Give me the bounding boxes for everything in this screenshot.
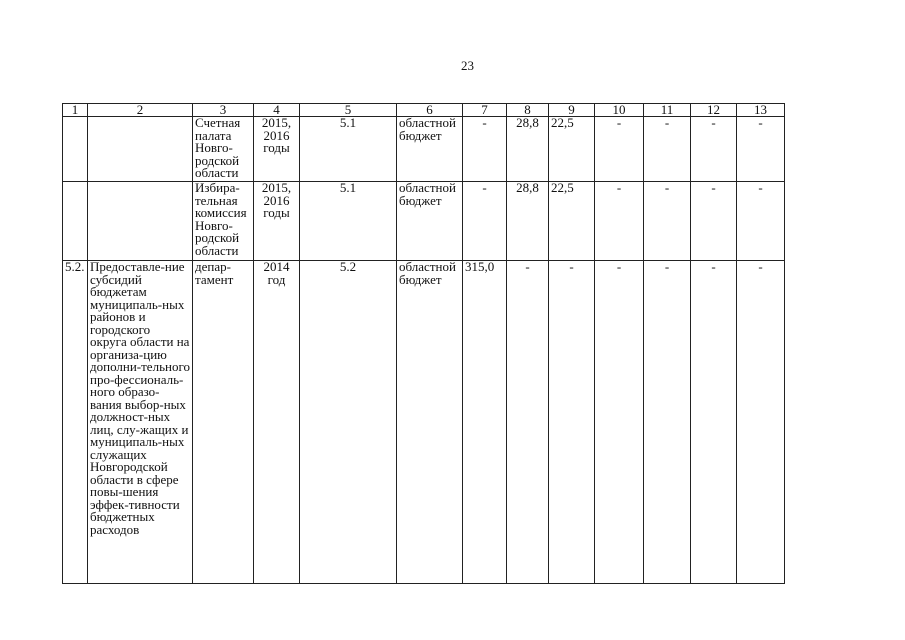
amount-cell: 22,5 bbox=[549, 182, 595, 261]
activity-name-cell: Предоставле-ние субсидий бюджетам муниципаль-ных районов и городского округа области на организа-цию дополни-тельного про-фессиональ-ного образо-вания выбор-ных должност-ных лиц, слу-жащих и муниципаль-ных служащих Новгородской области в сфере повы-шения эффек-тивности бюджетных расходов bbox=[88, 261, 193, 584]
column-header: 8 bbox=[507, 104, 549, 117]
column-header: 13 bbox=[737, 104, 785, 117]
amount-cell: - bbox=[507, 261, 549, 584]
amount-cell: - bbox=[691, 261, 737, 584]
target-indicator-cell: 5.1 bbox=[300, 182, 397, 261]
amount-cell: - bbox=[737, 261, 785, 584]
amount-cell: - bbox=[595, 261, 644, 584]
row-number-cell: 5.2. bbox=[63, 261, 88, 584]
column-header: 9 bbox=[549, 104, 595, 117]
executor-cell: Счетная палата Новго-родской области bbox=[193, 117, 254, 182]
target-indicator-cell: 5.1 bbox=[300, 117, 397, 182]
amount-cell: 22,5 bbox=[549, 117, 595, 182]
table-row bbox=[63, 182, 785, 261]
column-header: 12 bbox=[691, 104, 737, 117]
column-header: 1 bbox=[63, 104, 88, 117]
funding-source-cell: областной бюджет bbox=[397, 182, 463, 261]
executor-cell: Избира-тельная комиссия Новго-родской области bbox=[193, 182, 254, 261]
period-cell: 2015, 2016 годы bbox=[254, 182, 300, 261]
executor-cell: депар-тамент bbox=[193, 261, 254, 584]
amount-cell: - bbox=[549, 261, 595, 584]
funding-source-cell: областной бюджет bbox=[397, 117, 463, 182]
row-number-cell bbox=[63, 182, 88, 261]
amount-cell: - bbox=[737, 117, 785, 182]
table-row bbox=[63, 117, 785, 182]
column-header: 3 bbox=[193, 104, 254, 117]
amount-cell: 315,0 bbox=[463, 261, 507, 584]
amount-cell: - bbox=[595, 117, 644, 182]
amount-cell: 28,8 bbox=[507, 117, 549, 182]
amount-cell: - bbox=[463, 117, 507, 182]
column-header: 11 bbox=[644, 104, 691, 117]
column-header: 5 bbox=[300, 104, 397, 117]
column-header: 4 bbox=[254, 104, 300, 117]
funding-source-cell: областной бюджет bbox=[397, 261, 463, 584]
column-header: 7 bbox=[463, 104, 507, 117]
amount-cell: - bbox=[737, 182, 785, 261]
amount-cell: - bbox=[644, 117, 691, 182]
target-indicator-cell: 5.2 bbox=[300, 261, 397, 584]
column-header: 2 bbox=[88, 104, 193, 117]
activity-name-cell bbox=[88, 117, 193, 182]
column-header: 10 bbox=[595, 104, 644, 117]
period-cell: 2015, 2016 годы bbox=[254, 117, 300, 182]
row-number-cell bbox=[63, 117, 88, 182]
program-table bbox=[62, 103, 785, 584]
amount-cell: 28,8 bbox=[507, 182, 549, 261]
amount-cell: - bbox=[595, 182, 644, 261]
table-row bbox=[63, 261, 785, 584]
amount-cell: - bbox=[691, 117, 737, 182]
column-header: 6 bbox=[397, 104, 463, 117]
column-number-row bbox=[63, 104, 785, 117]
activity-name-cell bbox=[88, 182, 193, 261]
amount-cell: - bbox=[463, 182, 507, 261]
page-number: 23 bbox=[461, 58, 474, 73]
amount-cell: - bbox=[644, 261, 691, 584]
amount-cell: - bbox=[644, 182, 691, 261]
period-cell: 2014 год bbox=[254, 261, 300, 584]
amount-cell: - bbox=[691, 182, 737, 261]
